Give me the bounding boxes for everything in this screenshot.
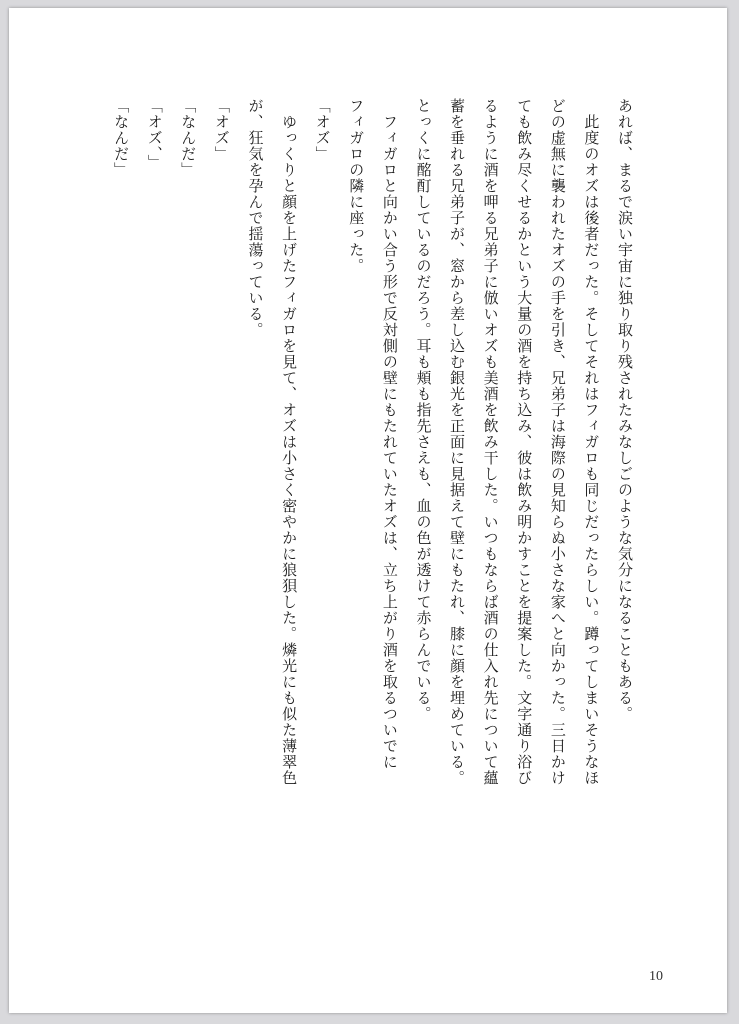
text-line: 此度のオズは後者だった。そしてそれはフィガロも同じだったらしい。蹲ってしまいそうなほ [582,98,601,786]
text-line: 「なんだ」 [112,98,131,178]
text-line: 「オズ」 [313,98,332,162]
text-line: ゆっくりと顔を上げたフィガロを見て、オズは小さく密やかに狼狽した。燐光にも似た薄翠色 [280,98,299,786]
text-line: ても飲み尽くせるかという大量の酒を持ち込み、彼は飲み明かすことを提案した。文字通り浴び [515,98,534,786]
text-line: とっくに酩酊しているのだろう。耳も頬も指先さえも、血の色が透けて赤らんでいる。 [414,98,433,722]
document-page [9,8,727,1013]
text-line: 「オズ」 [212,98,231,162]
text-line: フィガロの隣に座った。 [347,98,366,274]
text-line: 「なんだ」 [179,98,198,178]
text-line: るように酒を呷る兄弟子に倣いオズも美酒を飲み干した。いつもならば酒の仕入れ先について蘊 [481,98,500,786]
text-line: が、狂気を孕んで揺蕩っている。 [246,98,265,338]
vertical-text-body [104,98,642,958]
text-line: どの虚無に襲われたオズの手を引き、兄弟子は海際の見知らぬ小さな家へと向かった。三日かけ [548,98,567,786]
text-line: 蓄を垂れる兄弟子が、窓から差し込む銀光を正面に見据えて壁にもたれ、膝に顔を埋めている。 [448,98,467,786]
text-line: あれば、まるで涙い宇宙に独り取り残されたみなしごのような気分になることもある。 [616,98,634,722]
text-line: フィガロと向かい合う形で反対側の壁にもたれていたオズは、立ち上がり酒を取るついでに [380,98,399,770]
text-line: 「オズ、」 [145,98,164,171]
page-number: 10 [649,969,663,984]
